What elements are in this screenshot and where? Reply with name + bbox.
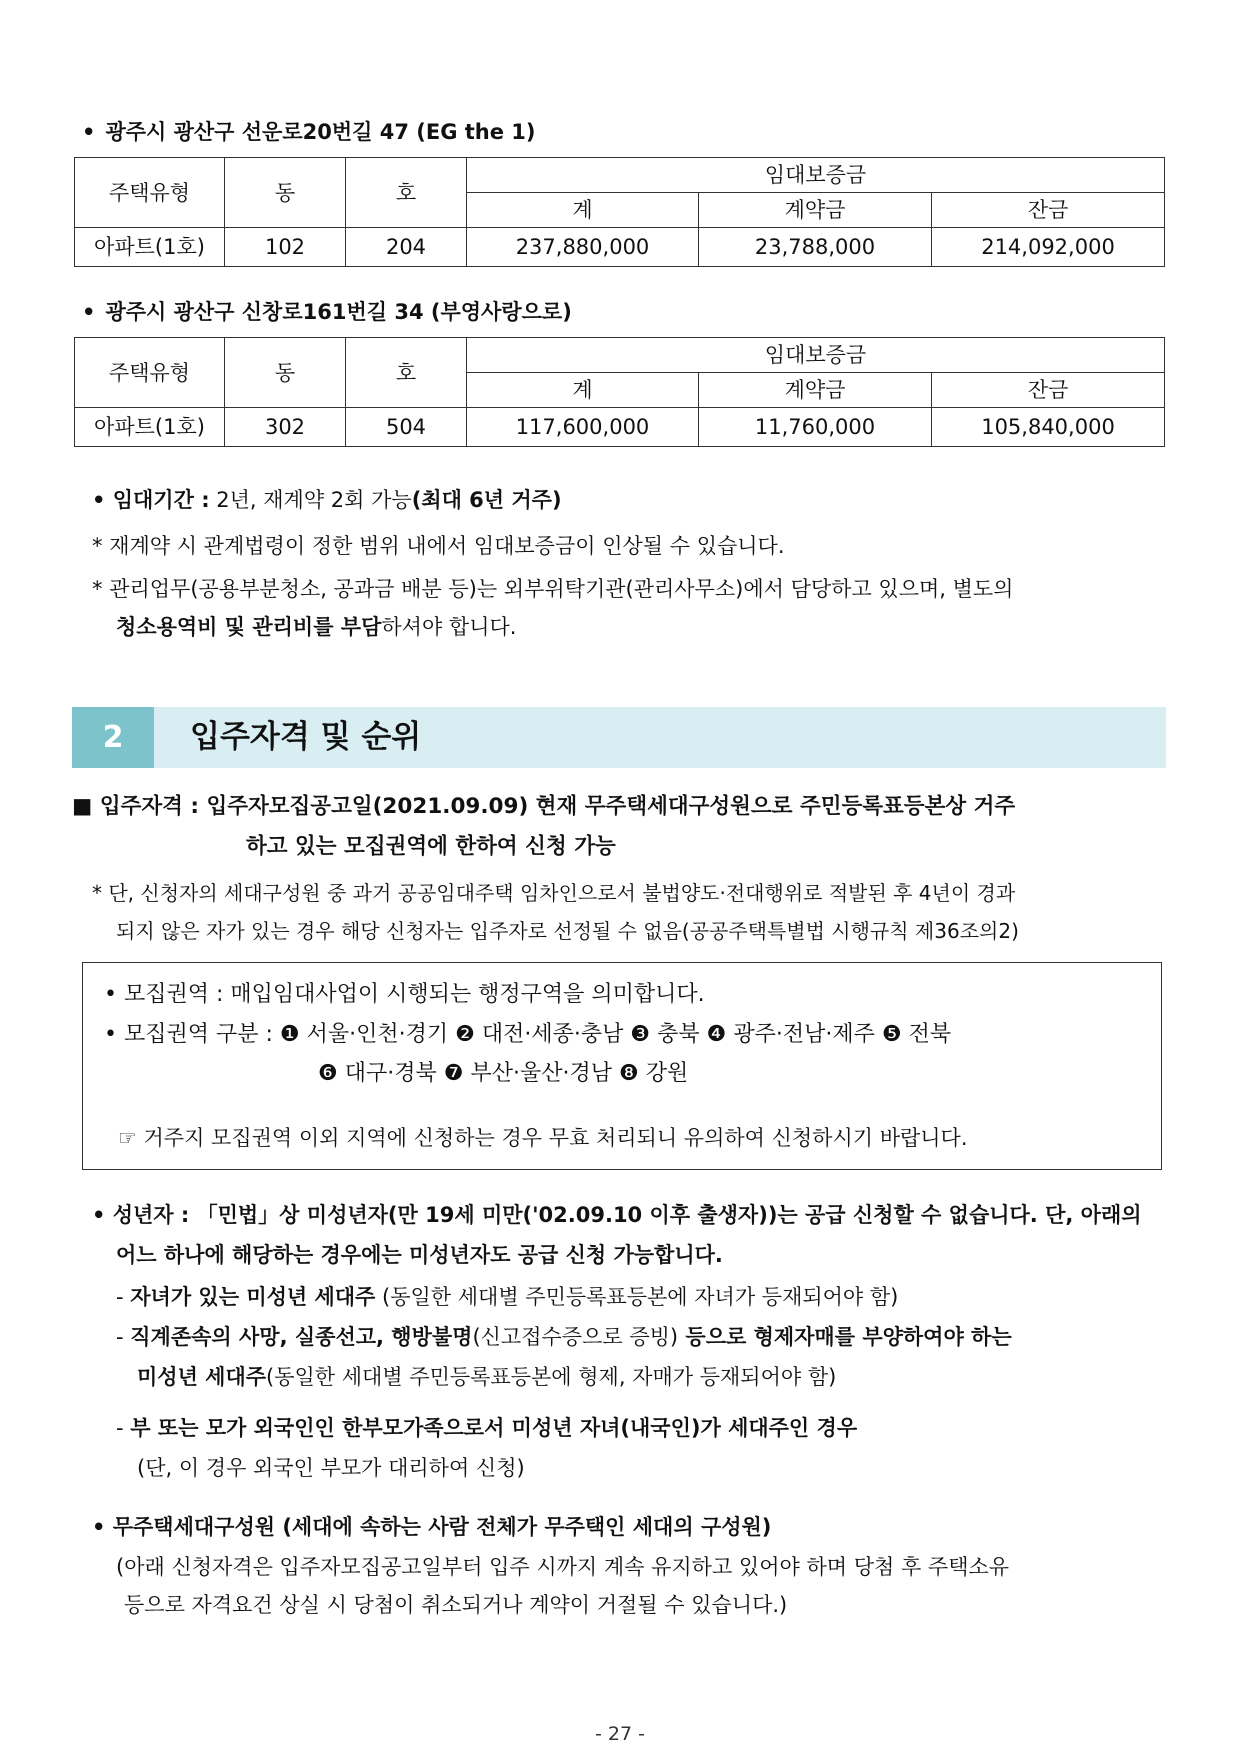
header-dong: 동 — [225, 158, 346, 228]
qualification-note-2: 되지 않은 자가 있는 경우 해당 신청자는 입주자로 선정될 수 없음(공공주택특별법 시행규칙 제36조의2) — [116, 919, 1019, 943]
cell-ho: 204 — [346, 228, 467, 267]
qualification-line-2: 하고 있는 모집권역에 한하여 신청 가능 — [246, 834, 616, 859]
header-contract: 계약금 — [699, 193, 932, 228]
minor-item-2-cont: 미성년 세대주(동일한 세대별 주민등록표등본에 형제, 자매가 등재되어야 함) — [137, 1365, 837, 1389]
minor-item-3-cont: (단, 이 경우 외국인 부모가 대리하여 신청) — [137, 1456, 525, 1480]
cell-ho: 504 — [346, 408, 467, 447]
header-deposit: 임대보증금 — [467, 338, 1165, 373]
table1-title: • 광주시 광산구 선운로20번길 47 (EG the 1) — [82, 120, 536, 144]
qualification-note-1: * 단, 신청자의 세대구성원 중 과거 공공임대주택 임차인으로서 불법양도·전대행위로 적발된 후 4년이 경과 — [92, 881, 1016, 905]
table-row — [75, 228, 1165, 267]
header-balance: 잔금 — [932, 373, 1165, 408]
cell-dong: 302 — [225, 408, 346, 447]
minor-item-3: - 부 또는 모가 외국인인 한부모가족으로서 미성년 자녀(내국인)가 세대주인 경우 — [116, 1416, 858, 1440]
header-ho: 호 — [346, 338, 467, 408]
lease-note-1: * 재계약 시 관계법령이 정한 범위 내에서 임대보증금이 인상될 수 있습니다. — [92, 534, 785, 558]
lease-period: • 임대기간 : 2년, 재계약 2회 가능(최대 6년 거주) — [92, 488, 562, 512]
header-deposit: 임대보증금 — [467, 158, 1165, 193]
cell-total: 117,600,000 — [467, 408, 699, 447]
minor-line-1: • 성년자 : 「민법」상 미성년자(만 19세 미만('02.09.10 이후 출생자))는 공급 신청할 수 없습니다. 단, 아래의 — [92, 1203, 1142, 1227]
homeless-line-1: (아래 신청자격은 입주자모집공고일부터 입주 시까지 계속 유지하고 있어야 하며 당첨 후 주택소유 — [116, 1555, 1010, 1579]
header-ho: 호 — [346, 158, 467, 228]
header-type: 주택유형 — [75, 158, 225, 228]
region-list-1: • 모집권역 구분 : ❶ 서울·인천·경기 ❷ 대전·세종·충남 ❸ 충북 ❹ 광주·전남·제주 ❺ 전북 — [104, 1022, 952, 1047]
cell-balance: 214,092,000 — [932, 228, 1165, 267]
lease-note-2: * 관리업무(공용부분청소, 공과금 배분 등)는 외부위탁기관(관리사무소)에서 담당하고 있으며, 별도의 — [92, 577, 1014, 601]
section-number: 2 — [72, 707, 154, 768]
homeless-title: • 무주택세대구성원 (세대에 속하는 사람 전체가 무주택인 세대의 구성원) — [92, 1515, 772, 1539]
square-bullet-icon: ■ — [72, 794, 100, 819]
header-total: 계 — [467, 193, 699, 228]
page-number: - 27 - — [595, 1723, 645, 1745]
header-dong: 동 — [225, 338, 346, 408]
minor-line-2: 어느 하나에 해당하는 경우에는 미성년자도 공급 신청 가능합니다. — [116, 1243, 723, 1267]
cell-type: 아파트(1호) — [75, 228, 225, 267]
cell-contract: 11,760,000 — [699, 408, 932, 447]
cell-contract: 23,788,000 — [699, 228, 932, 267]
table-row — [75, 408, 1165, 447]
cell-balance: 105,840,000 — [932, 408, 1165, 447]
deposit-table-1 — [74, 157, 1165, 267]
qualification-line-1: ■ 입주자격 : 입주자모집공고일(2021.09.09) 현재 무주택세대구성원으로 주민등록표등본상 거주 — [72, 794, 1016, 819]
region-definition: • 모집권역 : 매입임대사업이 시행되는 행정구역을 의미합니다. — [104, 982, 705, 1007]
cell-total: 237,880,000 — [467, 228, 699, 267]
deposit-table-2 — [74, 337, 1165, 447]
header-contract: 계약금 — [699, 373, 932, 408]
pointing-hand-icon: ☞ — [118, 1126, 137, 1150]
header-type: 주택유형 — [75, 338, 225, 408]
cell-dong: 102 — [225, 228, 346, 267]
region-list-2: ❻ 대구·경북 ❼ 부산·울산·경남 ❽ 강원 — [318, 1061, 689, 1086]
section-title: 입주자격 및 순위 — [190, 719, 422, 755]
header-balance: 잔금 — [932, 193, 1165, 228]
header-total: 계 — [467, 373, 699, 408]
region-warning: ☞ 거주지 모집권역 이외 지역에 신청하는 경우 무효 처리되니 유의하여 신청하시기 바랍니다. — [118, 1126, 968, 1150]
minor-item-2: - 직계존속의 사망, 실종선고, 행방불명(신고접수증으로 증빙) 등으로 형제자매를 부양하여야 하는 — [116, 1325, 1012, 1349]
lease-note-2-cont: 청소용역비 및 관리비를 부담하셔야 합니다. — [116, 615, 517, 639]
homeless-line-2: 등으로 자격요건 상실 시 당첨이 취소되거나 계약이 거절될 수 있습니다.) — [124, 1593, 788, 1617]
minor-item-1: - 자녀가 있는 미성년 세대주 (동일한 세대별 주민등록표등본에 자녀가 등재되어야 함) — [116, 1285, 899, 1309]
cell-type: 아파트(1호) — [75, 408, 225, 447]
table2-title: • 광주시 광산구 신창로161번길 34 (부영사랑으로) — [82, 300, 572, 324]
